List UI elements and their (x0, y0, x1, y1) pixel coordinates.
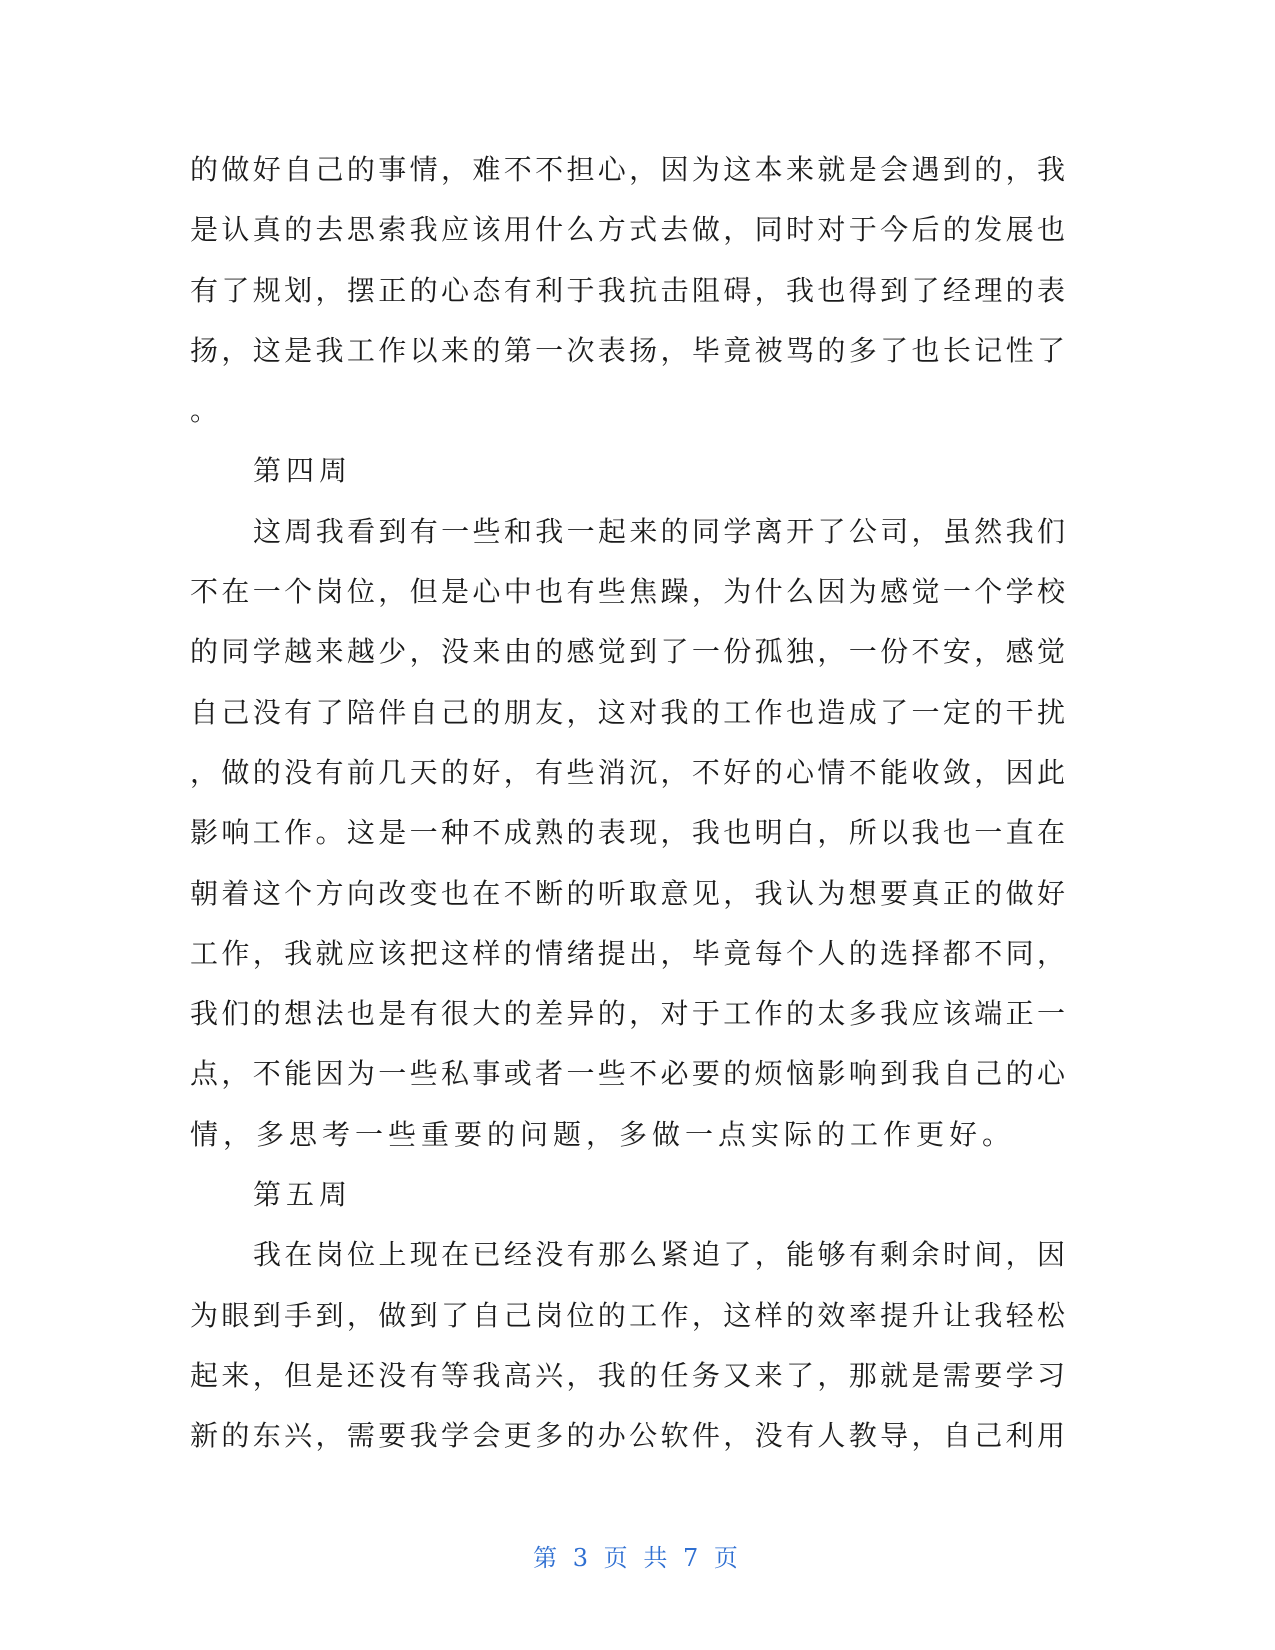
text-line: 。 (190, 394, 224, 428)
text-line: 影响工作。这是一种不成熟的表现，我也明白，所以我也一直在 (190, 816, 1065, 850)
text-line: 有了规划，摆正的心态有利于我抗击阻碍，我也得到了经理的表 (190, 273, 1065, 307)
text-line: 的做好自己的事情，难不不担心，因为这本来就是会遇到的，我 (190, 153, 1065, 186)
text-line: 工作，我就应该把这样的情绪提出，毕竟每个人的选择都不同， (190, 936, 1065, 970)
footer-of: 共 (643, 1544, 672, 1572)
footer-total-pages: 7 (682, 1544, 703, 1572)
text-line: 扬，这是我工作以来的第一次表扬，毕竟被骂的多了也长记性了 (190, 333, 1065, 367)
text-line: ，做的没有前几天的好，有些消沉，不好的心情不能收敛，因此 (190, 755, 1065, 789)
text-line: 新的东兴，需要我学会更多的办公软件，没有人教导，自己利用 (190, 1419, 1065, 1453)
text-line: 的同学越来越少，没来由的感觉到了一份孤独，一份不安，感觉 (190, 635, 1065, 669)
section-heading-week-5: 第五周 (253, 1178, 353, 1212)
text-line: 情，多思考一些重要的问题，多做一点实际的工作更好。 (190, 1117, 1016, 1151)
footer-prefix: 第 (533, 1544, 562, 1572)
text-line: 是认真的去思索我应该用什么方式去做，同时对于今后的发展也 (190, 213, 1065, 247)
section-heading-week-4: 第四周 (253, 454, 353, 488)
document-body (190, 140, 1065, 1467)
footer-suffix: 页 (713, 1544, 742, 1572)
text-line: 点，不能因为一些私事或者一些不必要的烦恼影响到我自己的心 (190, 1057, 1065, 1091)
text-line: 我在岗位上现在已经没有那么紧迫了，能够有剩余时间，因 (253, 1238, 1065, 1272)
text-line: 我们的想法也是有很大的差异的，对于工作的太多我应该端正一 (190, 997, 1065, 1031)
text-line: 自己没有了陪伴自己的朋友，这对我的工作也造成了一定的干扰 (190, 695, 1065, 729)
text-line: 起来，但是还没有等我高兴，我的任务又来了，那就是需要学习 (190, 1358, 1065, 1392)
text-line: 为眼到手到，做到了自己岗位的工作，这样的效率提升让我轻松 (190, 1298, 1065, 1332)
footer-page-number: 3 (572, 1544, 593, 1572)
text-line: 朝着这个方向改变也在不断的听取意见，我认为想要真正的做好 (190, 876, 1065, 910)
text-line: 不在一个岗位，但是心中也有些焦躁，为什么因为感觉一个学校 (190, 575, 1065, 609)
page-footer (0, 1538, 1275, 1573)
footer-page-label: 页 (603, 1544, 632, 1572)
text-line: 这周我看到有一些和我一起来的同学离开了公司，虽然我们 (253, 514, 1065, 548)
